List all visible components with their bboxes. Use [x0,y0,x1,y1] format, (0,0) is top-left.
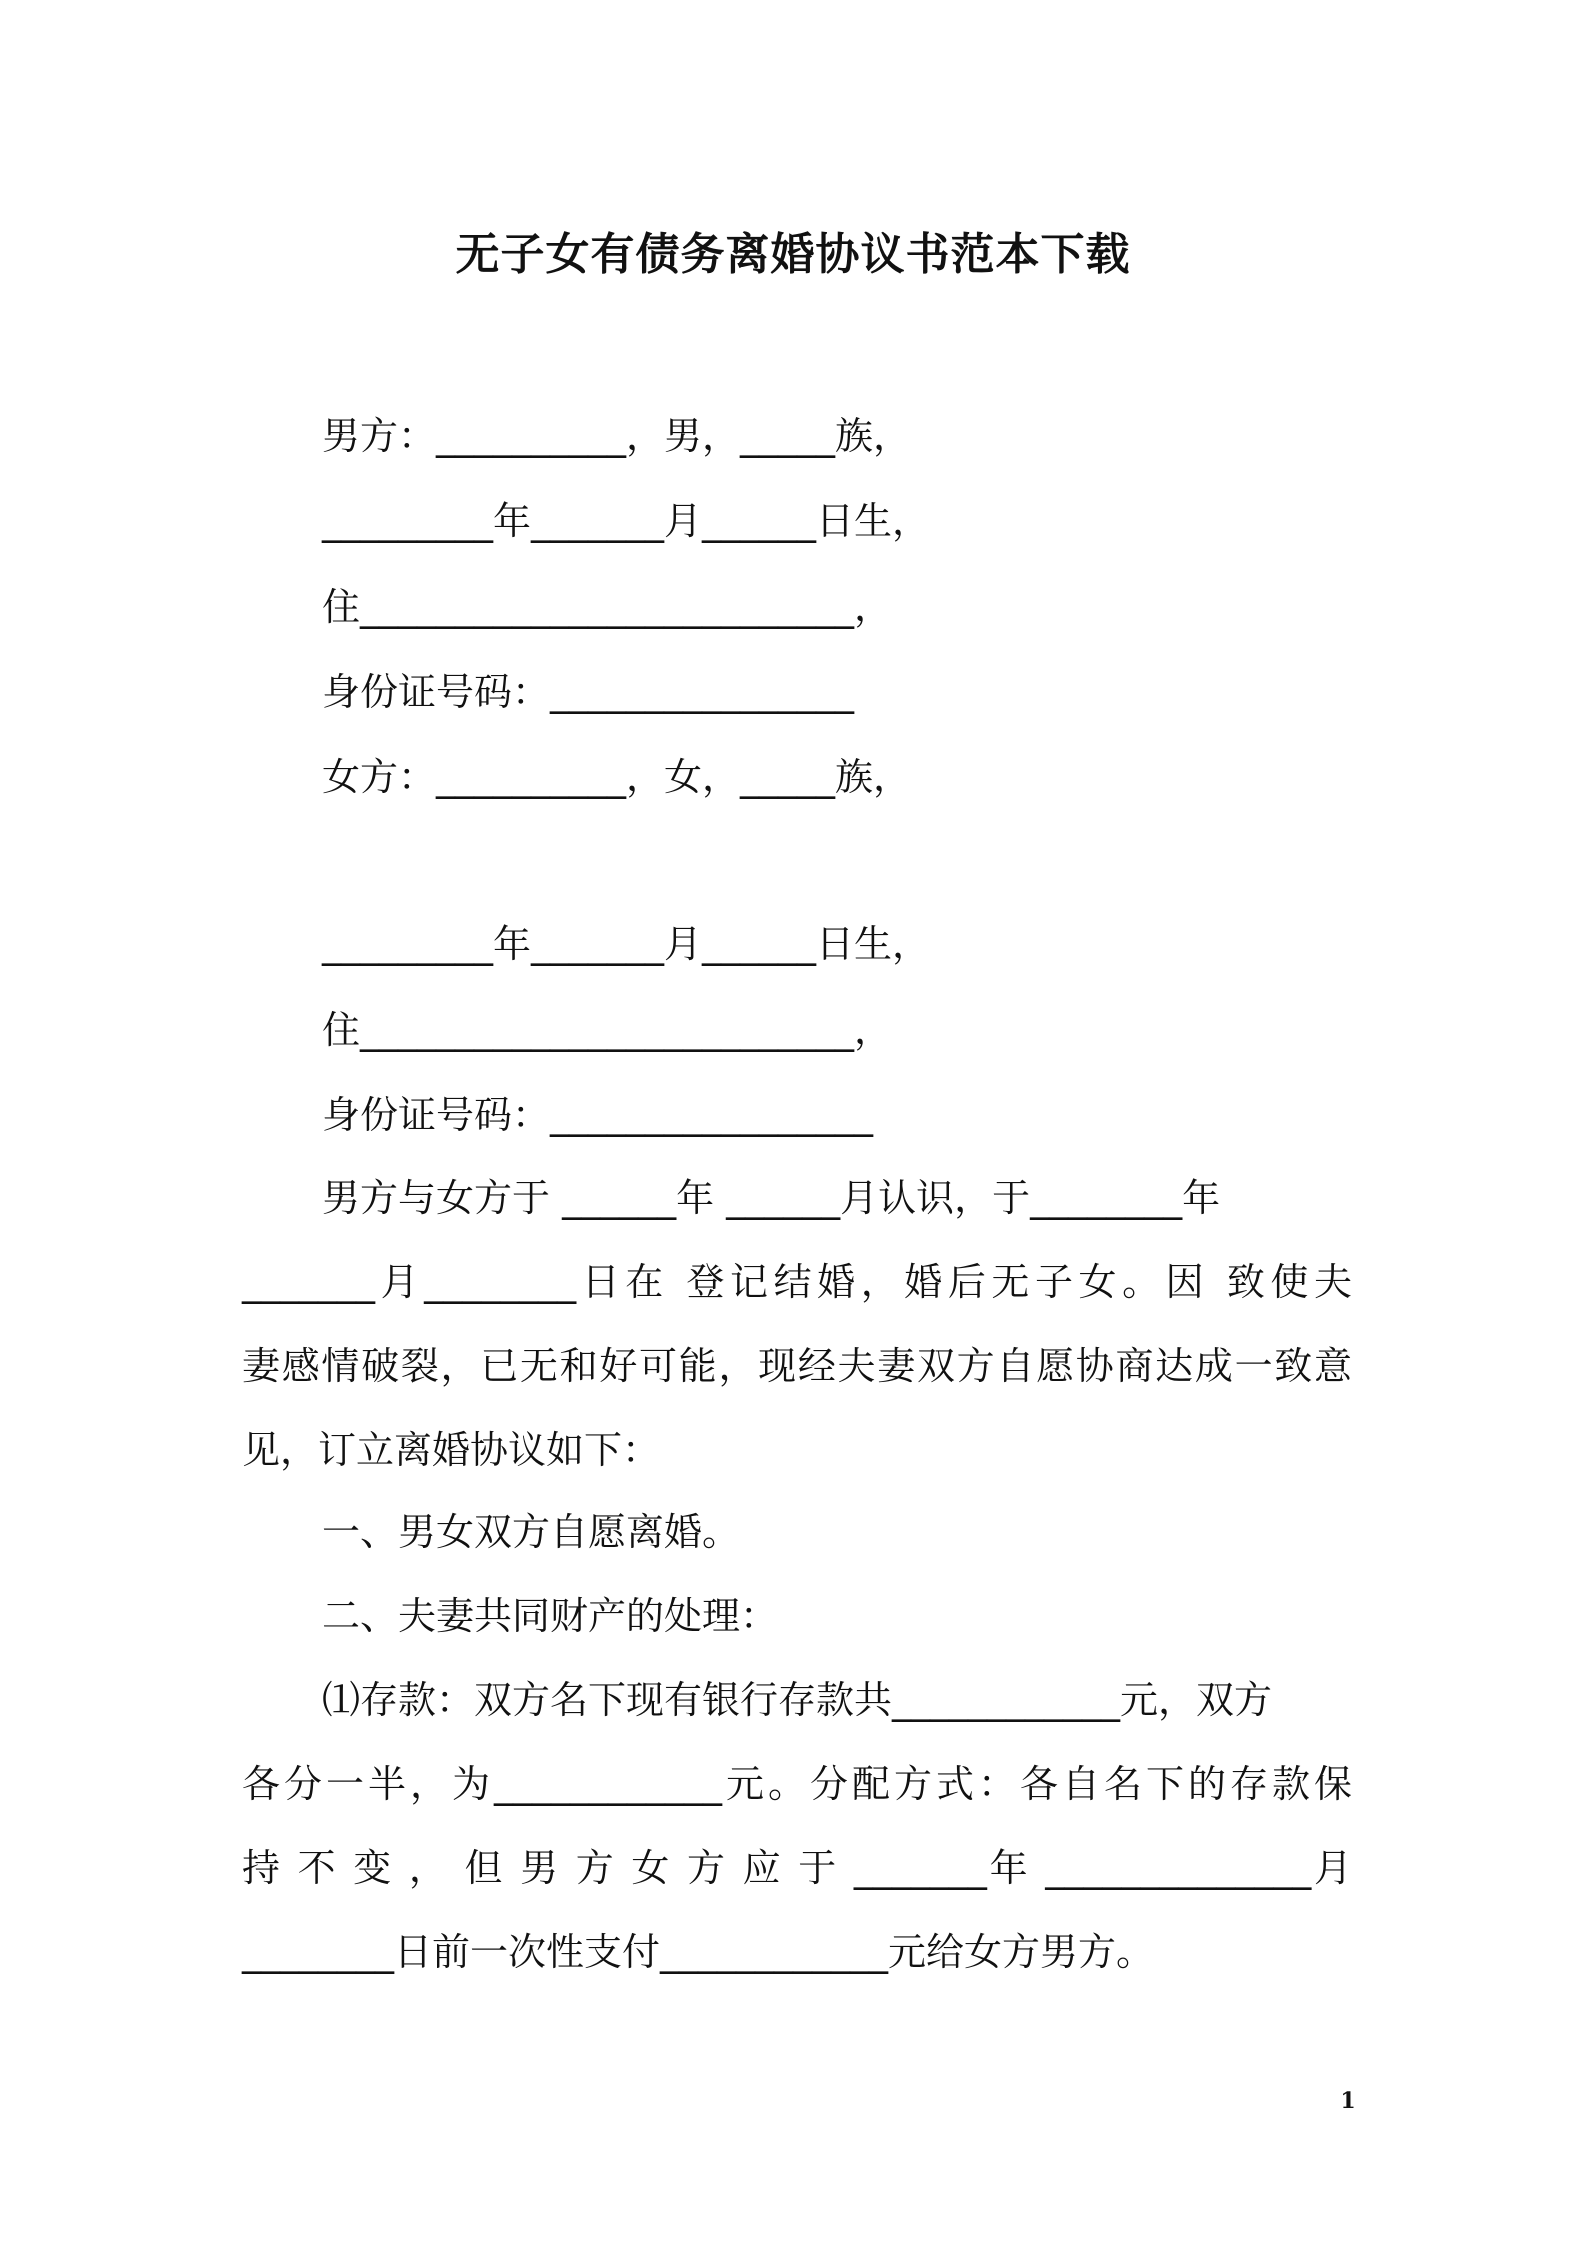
deposit-paragraph-line-3: 持 不 变 ， 但 男 方 女 方 应 于 _______年 ______________月 [242,1846,1352,1890]
deposit-paragraph-line-1: ⑴存款：双方名下现有银行存款共____________元，双方 [322,1678,1273,1722]
marriage-paragraph-line-2: _______月________日在 登记结婚，婚后无子女。因 致使夫 [242,1260,1352,1304]
clause-1: 一、男女双方自愿离婚。 [322,1510,741,1554]
male-party-line: 男方：__________，男，_____族， [322,414,912,458]
document-title: 无子女有债务离婚协议书范本下载 [455,229,1131,280]
marriage-paragraph-line-4: 见，订立离婚协议如下： [242,1428,661,1472]
deposit-paragraph-line-4: ________日前一次性支付____________元给女方男方。 [242,1930,1155,1974]
male-birthdate-line: _________年_______月______日生， [322,499,931,543]
marriage-paragraph-line-3: 妻感情破裂，已无和好可能，现经夫妻双方自愿协商达成一致意 [242,1344,1352,1388]
female-address-line: 住__________________________， [322,1008,893,1052]
clause-2-heading: 二、夫妻共同财产的处理： [322,1594,779,1638]
marriage-paragraph-line-1: 男方与女方于 ______年 ______月认识，于________年 [322,1176,1221,1220]
male-address-line: 住__________________________， [322,585,893,629]
female-party-line: 女方：__________，女，_____族， [322,755,912,799]
male-id-line: 身份证号码：________________ [322,670,855,714]
deposit-paragraph-line-2: 各分一半，为____________元。分配方式：各自名下的存款保 [242,1762,1352,1806]
female-id-line: 身份证号码：_________________ [322,1093,874,1137]
female-birthdate-line: _________年_______月______日生， [322,922,931,966]
page-number: 1 [1340,2088,1356,2114]
